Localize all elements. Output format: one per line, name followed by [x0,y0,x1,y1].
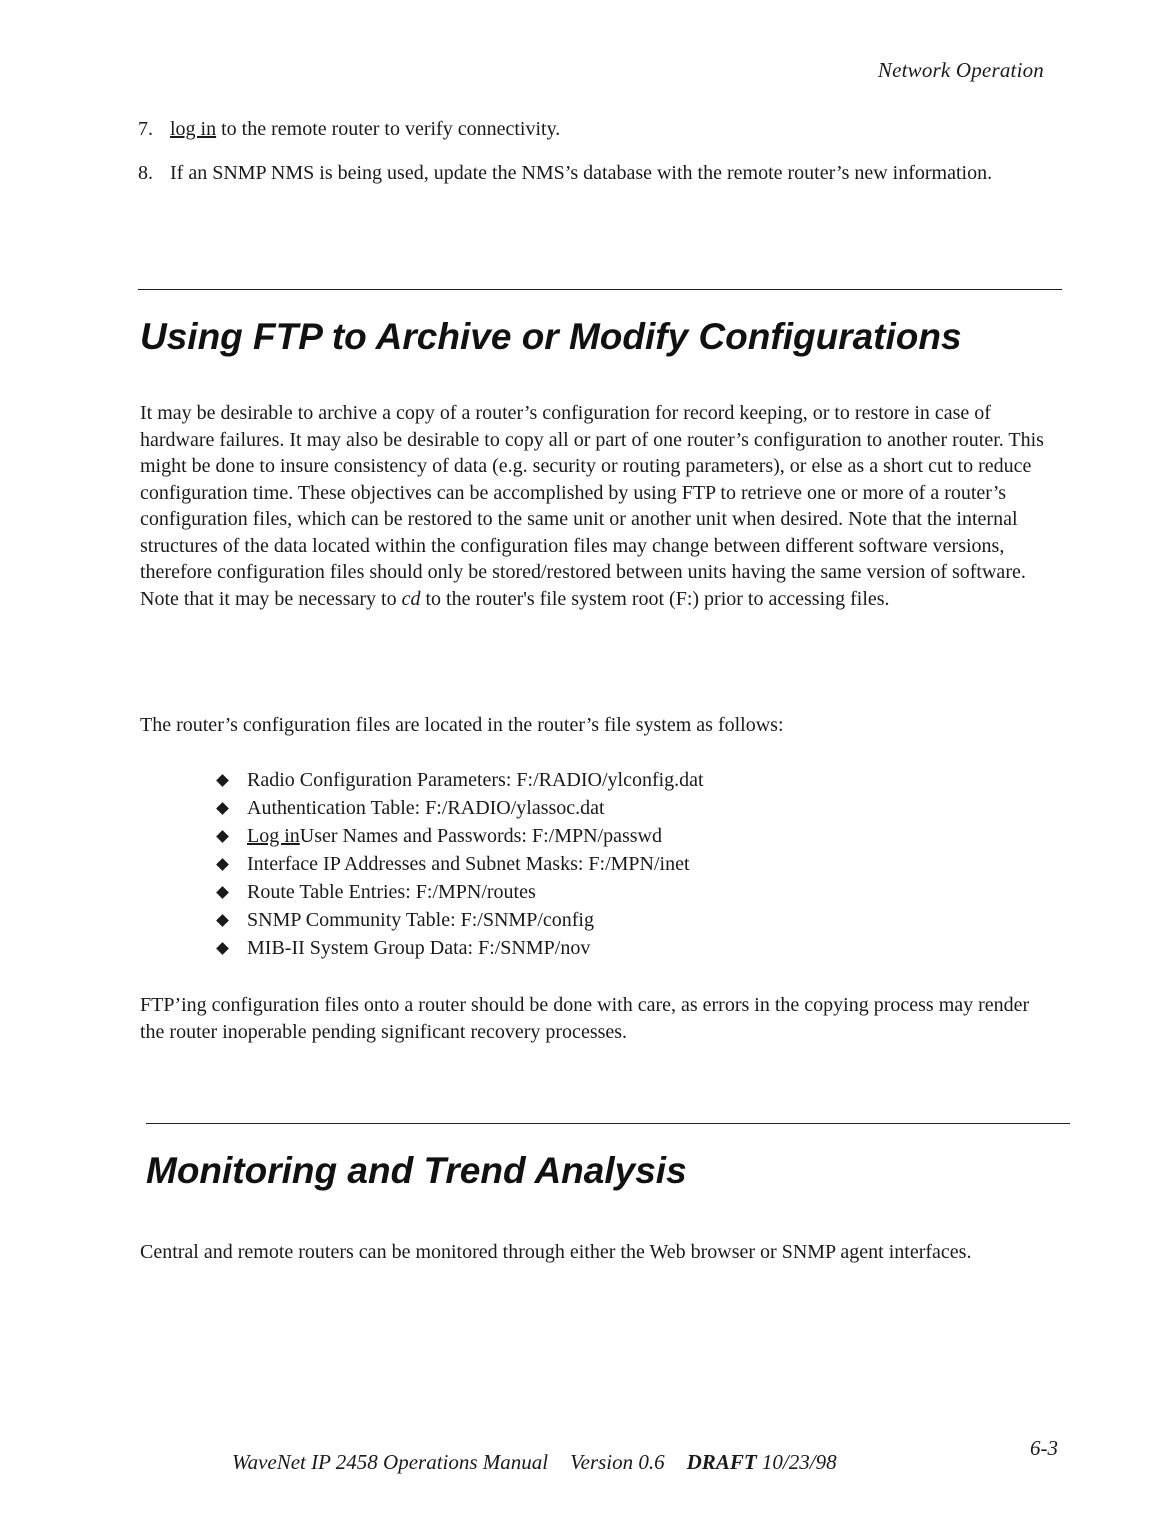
log-in-link[interactable]: log in [170,118,217,140]
list-item-text: Radio Configuration Parameters: F:/RADIO/ylconfig.dat [247,769,704,791]
ftp-caution-paragraph: FTP’ing configuration files onto a router should be done with care, as errors in the copying process may render the router inoperable pending significant recovery processes. [140,994,1030,1043]
config-file-list [215,766,704,962]
ftp-intro-text: It may be desirable to archive a copy of a router’s configuration for record keeping, or to restore in case of hardware failures. It may also be desirable to copy all or part of one router’s configuration to another router. This might be done to insure consistency of data (e.g. security or routing parameters), or else as a short cut to reduce configuration time. These objectives can be accomplished by using FTP to retrieve one or more of a router’s configuration files, which can be restored to the same unit or another unit when desired. Note that the internal structures of the data located within the configuration files may change between different software versions, therefore configuration files should only be stored/restored between units having the same version of software. Note that it may be necessary to [140,402,1044,610]
diamond-bullet-icon [216,942,229,955]
step-8 [138,158,1018,188]
step-7 [138,114,1018,144]
diamond-bullet-icon [216,886,229,899]
diamond-bullet-icon [216,802,229,815]
list-item [215,934,704,962]
list-item-text: Interface IP Addresses and Subnet Masks: F:/MPN/inet [247,853,690,875]
monitoring-paragraph: Central and remote routers can be monitored through either the Web browser or SNMP agent interfaces. [140,1241,972,1263]
list-item-text: Route Table Entries: F:/MPN/routes [247,881,536,903]
list-item [215,766,704,794]
list-item [215,850,704,878]
diamond-bullet-icon [216,830,229,843]
version-label: Version 0.6 [570,1450,665,1474]
step-number: 8. [138,162,153,184]
page-footer [232,1450,837,1475]
page-number: 6-3 [1030,1436,1058,1460]
list-item [215,906,704,934]
cd-command: cd [401,587,421,610]
section-title-ftp: Using FTP to Archive or Modify Configurations [140,316,962,357]
diamond-bullet-icon [216,774,229,787]
step-text [170,114,1018,144]
list-item [215,794,704,822]
procedure-steps [138,114,1018,202]
ftp-intro-text-end: to the router's file system root (F:) prior to accessing files. [420,587,890,610]
section-divider [146,1123,1070,1124]
log-in-link[interactable]: Log in [247,825,300,847]
list-item-text: User Names and Passwords: F:/MPN/passwd [299,825,662,847]
list-item [215,878,704,906]
section-title-monitoring: Monitoring and Trend Analysis [146,1150,687,1191]
list-item [215,822,704,850]
list-item-text: Authentication Table: F:/RADIO/ylassoc.dat [247,797,605,819]
list-item-text: MIB-II System Group Data: F:/SNMP/nov [247,937,591,959]
section-divider [138,289,1062,290]
list-item-text: SNMP Community Table: F:/SNMP/config [247,909,594,931]
running-header: Network Operation [877,58,1044,82]
step-text: If an SNMP NMS is being used, update the NMS’s database with the remote router’s new information. [170,162,993,184]
file-locations-intro: The router’s configuration files are located in the router’s file system as follows: [140,714,784,736]
diamond-bullet-icon [216,858,229,871]
manual-title: WaveNet IP 2458 Operations Manual [232,1450,549,1474]
step-number: 7. [138,118,153,140]
ftp-intro-paragraph [140,400,1058,612]
diamond-bullet-icon [216,914,229,927]
draft-label: DRAFT [686,1450,757,1474]
draft-date: 10/23/98 [761,1450,837,1474]
step-text-body: to the remote router to verify connectivity. [216,118,561,140]
